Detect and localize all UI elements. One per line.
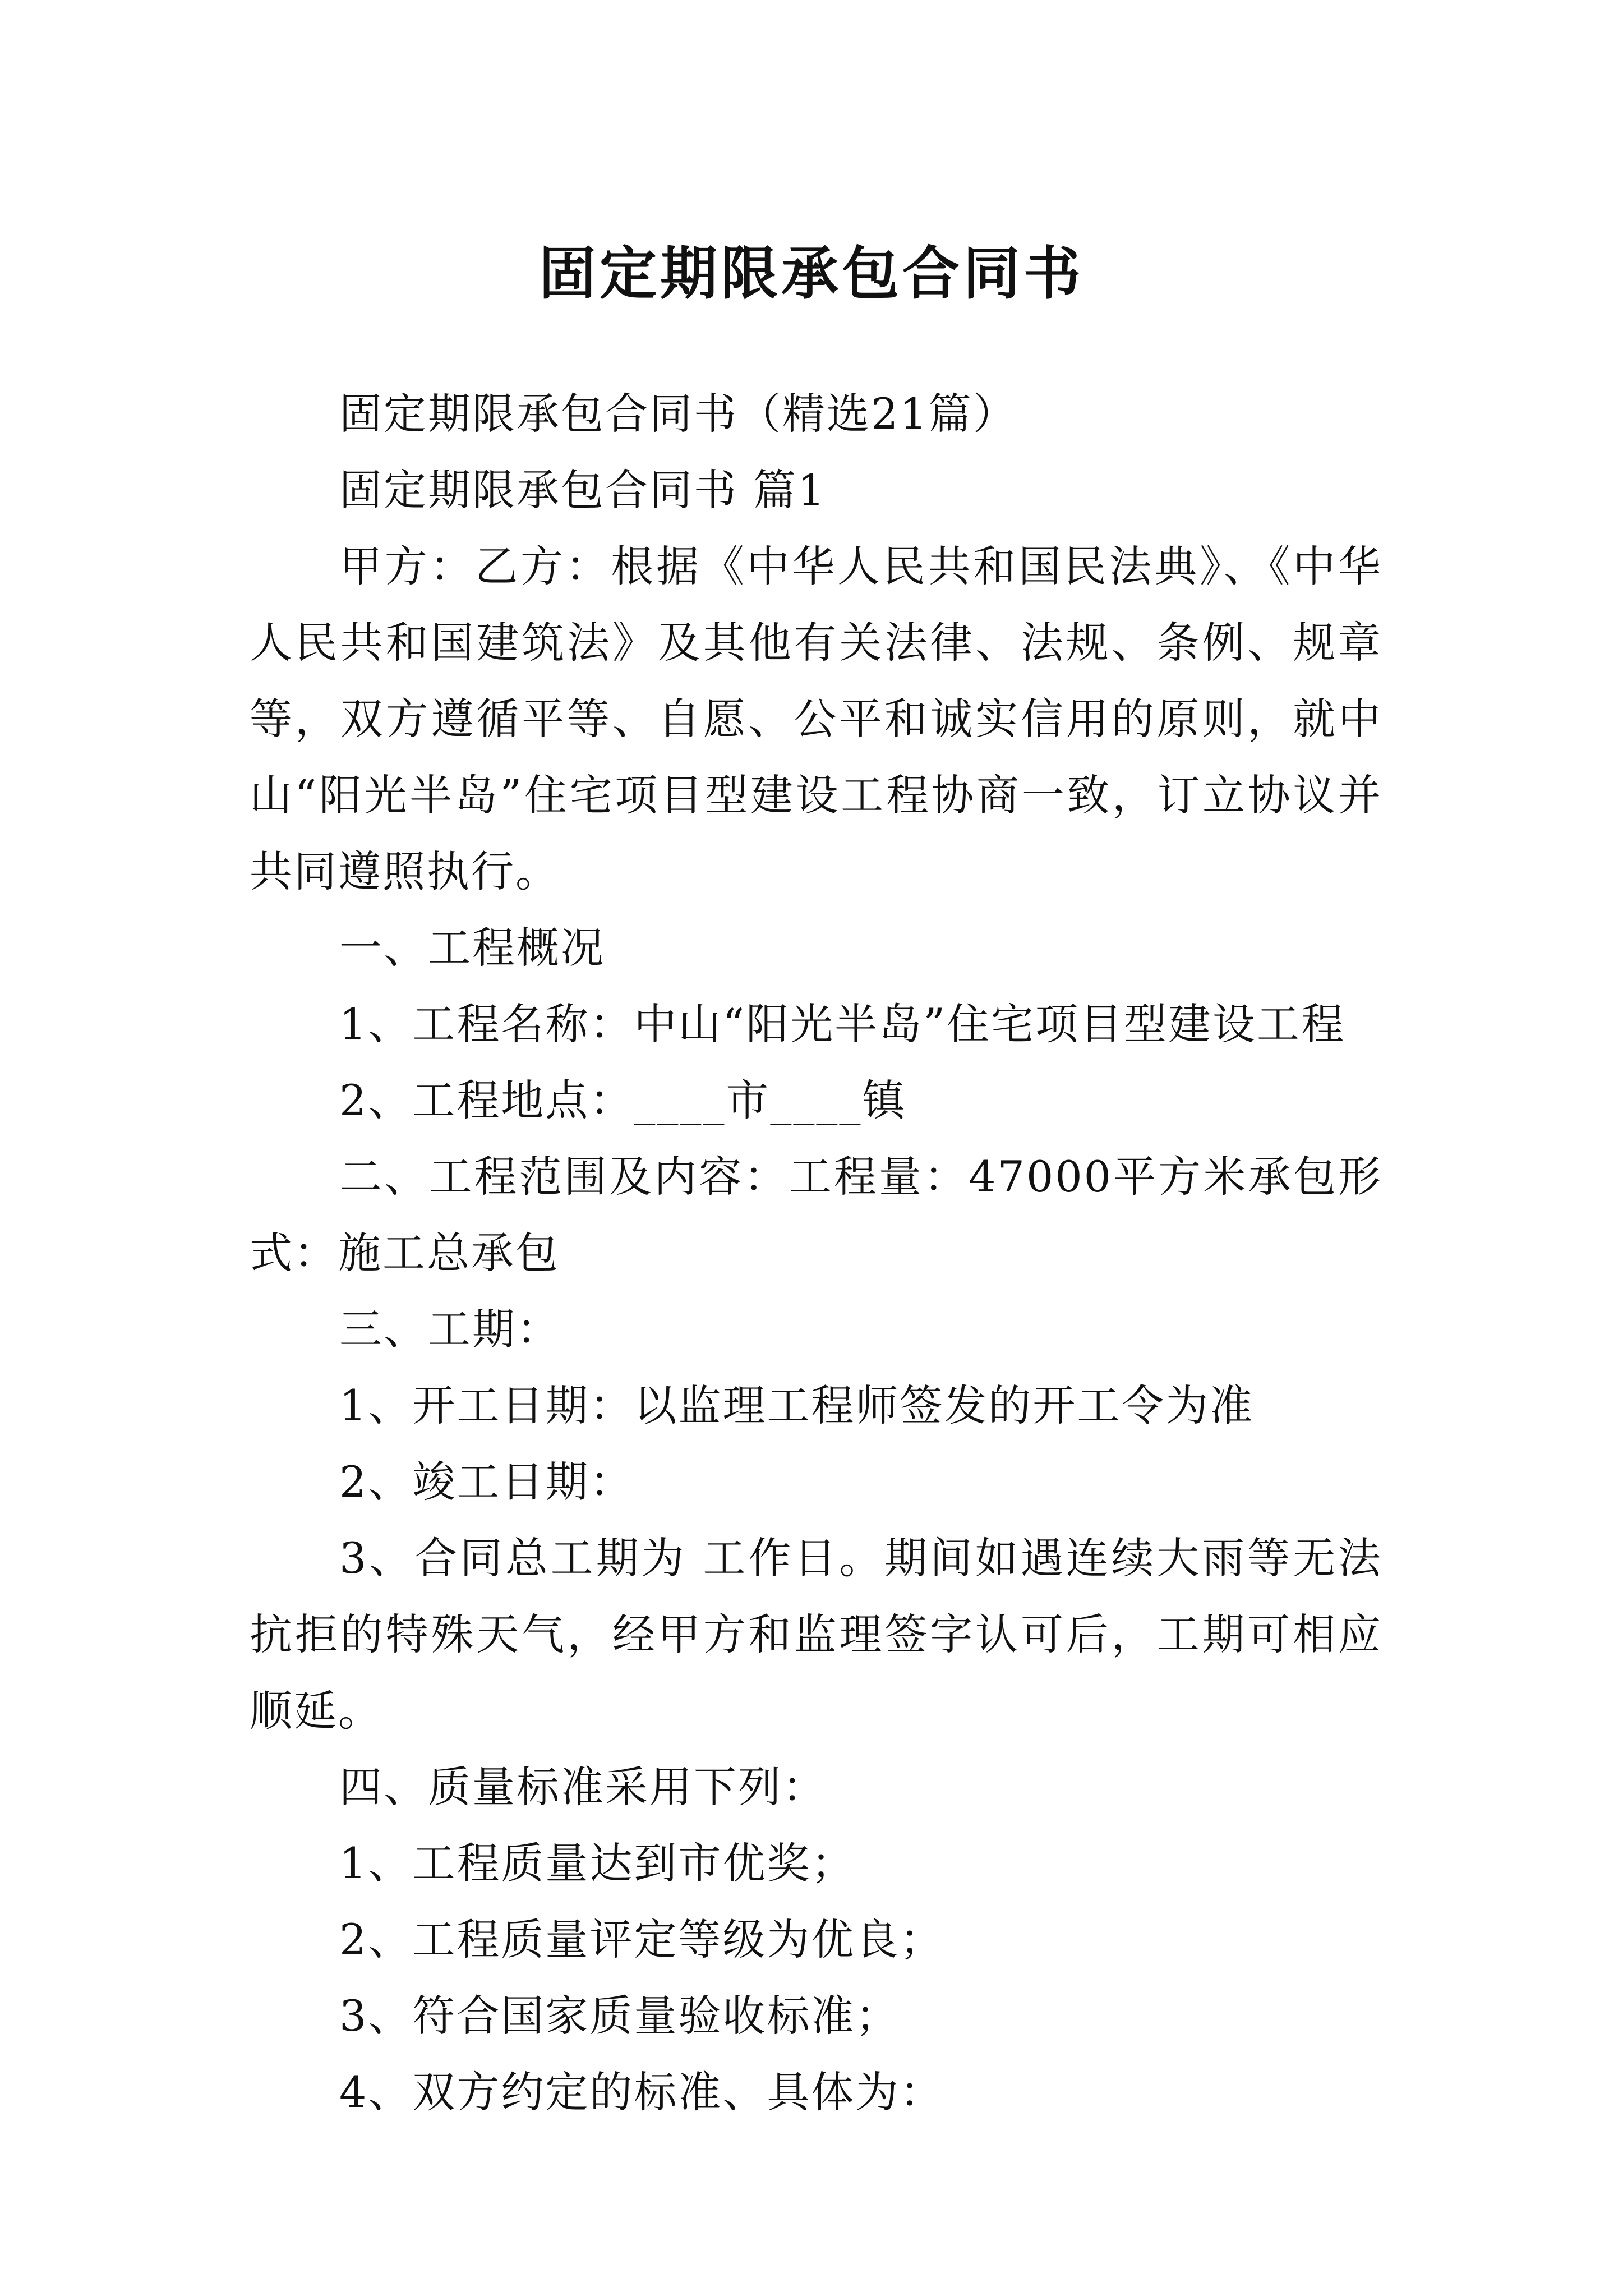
paragraph-quality-heading: 四、质量标准采用下列：	[339, 1762, 827, 1812]
paragraph-completion-date: 2、竣工日期：	[339, 1457, 634, 1507]
paragraph-quality-item-1: 1、工程质量达到市优奖；	[339, 1838, 856, 1888]
document-title: 固定期限承包合同书	[539, 240, 1084, 308]
paragraph-project-overview-heading: 一、工程概况	[339, 923, 605, 973]
paragraph-quality-item-3: 3、符合国家质量验收标准；	[339, 1991, 900, 2041]
paragraph-project-name: 1、工程名称：中山“阳光半岛”住宅项目型建设工程	[339, 999, 1346, 1049]
paragraph-subtitle: 固定期限承包合同书（精选21篇）	[339, 389, 1017, 439]
paragraph-quality-item-4: 4、双方约定的标准、具体为：	[339, 2067, 944, 2117]
paragraph-quality-item-2: 2、工程质量评定等级为优良；	[339, 1915, 944, 1964]
paragraph-total-duration: 3、合同总工期为 工作日。期间如遇连续大雨等无法抗拒的特殊天气，经甲方和监理签字认可后，工期可相应顺延。	[250, 1533, 1382, 1736]
paragraph-schedule-heading: 三、工期：	[339, 1304, 561, 1354]
paragraph-project-scope: 二、工程范围及内容：工程量：47000平方米承包形式：施工总承包	[250, 1152, 1382, 1278]
paragraph-preamble: 甲方：乙方：根据《中华人民共和国民法典》、《中华人民共和国建筑法》及其他有关法律、法规、条例、规章等，双方遵循平等、自愿、公平和诚实信用的原则，就中山“阳光半岛”住宅项目型建设工程协商一致，订立协议并共同遵照执行。	[250, 541, 1382, 896]
document-body	[250, 376, 1382, 2131]
paragraph-project-location: 2、工程地点：____市____镇	[339, 1075, 907, 1125]
paragraph-section-heading: 固定期限承包合同书 篇1	[339, 465, 827, 515]
paragraph-start-date: 1、开工日期：以监理工程师签发的开工令为准	[339, 1381, 1255, 1430]
